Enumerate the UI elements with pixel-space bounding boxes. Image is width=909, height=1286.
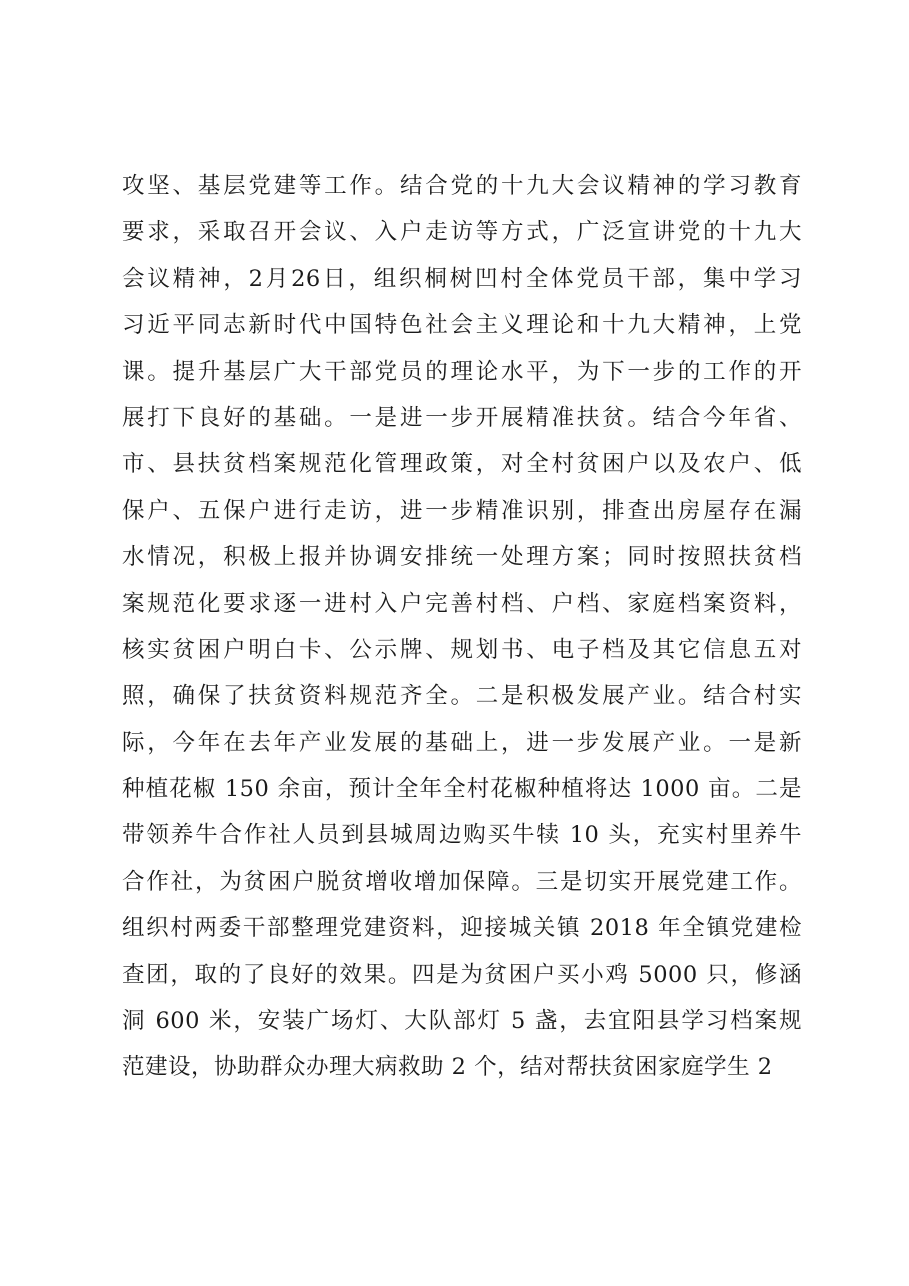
text-line: 带领养牛合作社人员到县城周边购买牛犊 10 头，充实村里养牛	[122, 822, 802, 849]
text-line: 种植花椒 150 余亩，预计全年全村花椒种植将达 1000 亩。二是	[122, 776, 802, 803]
text-line: 水情况，积极上报并协调安排统一处理方案；同时按照扶贫档	[122, 544, 802, 571]
text-line: 市、县扶贫档案规范化管理政策，对全村贫困户以及农户、低	[122, 451, 802, 478]
text-line: 课。提升基层广大干部党员的理论水平，为下一步的工作的开	[122, 358, 802, 385]
text-line: 际，今年在去年产业发展的基础上，进一步发展产业。一是新	[122, 729, 802, 756]
text-line: 攻坚、基层党建等工作。结合党的十九大会议精神的学习教育	[122, 173, 802, 199]
text-line: 要求，采取召开会议、入户走访等方式，广泛宣讲党的十九大	[122, 219, 802, 246]
text-line: 合作社，为贫困户脱贫增收增加保障。三是切实开展党建工作。	[122, 868, 802, 895]
text-line: 案规范化要求逐一进村入户完善村档、户档、家庭档案资料，	[122, 590, 802, 617]
text-line: 洞 600 米，安装广场灯、大队部灯 5 盏，去宜阳县学习档案规	[122, 1008, 802, 1035]
text-line: 会议精神，2月26日，组织桐树凹村全体党员干部，集中学习	[122, 265, 802, 292]
text-line: 组织村两委干部整理党建资料，迎接城关镇 2018 年全镇党建检	[122, 915, 802, 942]
text-line: 查团，取的了良好的效果。四是为贫困户买小鸡 5000 只，修涵	[122, 961, 802, 988]
text-line: 保户、五保户进行走访，进一步精准识别，排查出房屋存在漏	[122, 497, 802, 524]
text-line: 范建设，协助群众办理大病救助 2 个，结对帮扶贫困家庭学生 2	[122, 1054, 773, 1081]
text-line: 习近平同志新时代中国特色社会主义理论和十九大精神，上党	[122, 312, 802, 339]
text-line: 展打下良好的基础。一是进一步开展精准扶贫。结合今年省、	[122, 404, 802, 431]
text-line: 核实贫困户明白卡、公示牌、规划书、电子档及其它信息五对	[122, 636, 802, 663]
body-paragraph	[122, 163, 802, 1091]
text-line: 照，确保了扶贫资料规范齐全。二是积极发展产业。结合村实	[122, 683, 802, 710]
